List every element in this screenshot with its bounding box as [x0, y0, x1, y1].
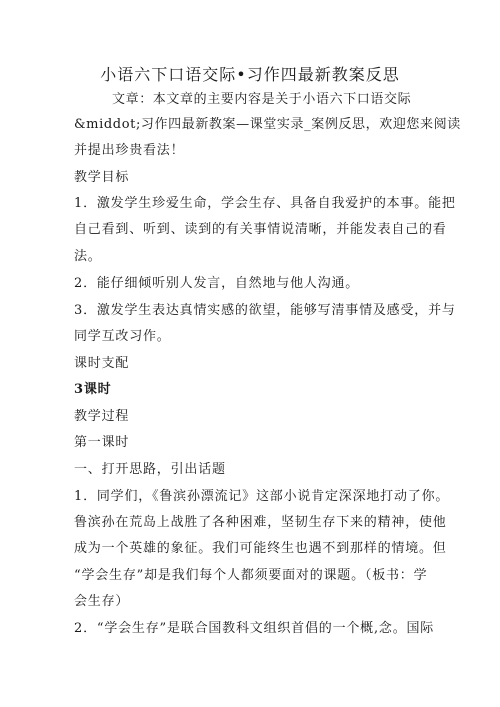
body-line-objective-3a: 3．激发学生表达真情实感的欲望，能够写清事情及感受，并与 — [74, 303, 456, 318]
document-title: 小语六下口语交际•习作四最新教案反思 — [100, 65, 400, 84]
body-line-para1-e: 会生存） — [74, 594, 130, 609]
body-line-objective-1a: 1．激发学生珍爱生命，学会生存、具备自我爱护的本事。能把 — [74, 196, 456, 211]
summary-line-1: 文章：本文章的主要内容是关于小语六下口语交际 — [112, 92, 412, 107]
summary-line-2: &middot;习作四最新教案—课堂实录_案例反思，欢迎您来阅读 — [74, 117, 461, 132]
section-heading-objectives: 教学目标 — [74, 170, 130, 185]
body-line-para2-a: 2．“学会生存”是联合国教科文组织首倡的一个概,念。国际 — [74, 621, 435, 636]
body-line-para1-b: 鲁滨孙在荒岛上战胜了各种困难，坚韧生存下来的精神，使他 — [74, 515, 447, 530]
body-line-para1-d: “学会生存”却是我们每个人都须要面对的课题。（板书：学 — [74, 568, 428, 583]
body-line-objective-3b: 同学互改习作。 — [74, 329, 171, 344]
body-line-objective-1c: 法。 — [74, 249, 102, 264]
body-line-para1-a: 1．同学们，《鲁滨孙漂流记》这部小说肯定深深地打动了你。 — [74, 489, 450, 504]
body-line-objective-2: 2．能仔细倾听别人发言，自然地与他人沟通。 — [74, 276, 360, 291]
summary-line-3: 并提出珍贵看法！ — [74, 143, 185, 158]
body-line-para1-c: 成为一个英雄的象征。我们可能终生也遇不到那样的情境。但 — [74, 541, 447, 556]
section-heading-schedule: 课时支配 — [74, 356, 130, 371]
section-heading-process: 教学过程 — [74, 409, 130, 424]
body-line-period-count: 3课时 — [74, 382, 112, 397]
section-heading-first-lesson: 第一课时 — [74, 435, 130, 450]
section-heading-step-1: 一、打开思路，引出话题 — [74, 462, 226, 477]
body-line-objective-1b: 自己看到、听到、读到的有关事情说清晰，并能发表自己的看 — [74, 222, 447, 237]
